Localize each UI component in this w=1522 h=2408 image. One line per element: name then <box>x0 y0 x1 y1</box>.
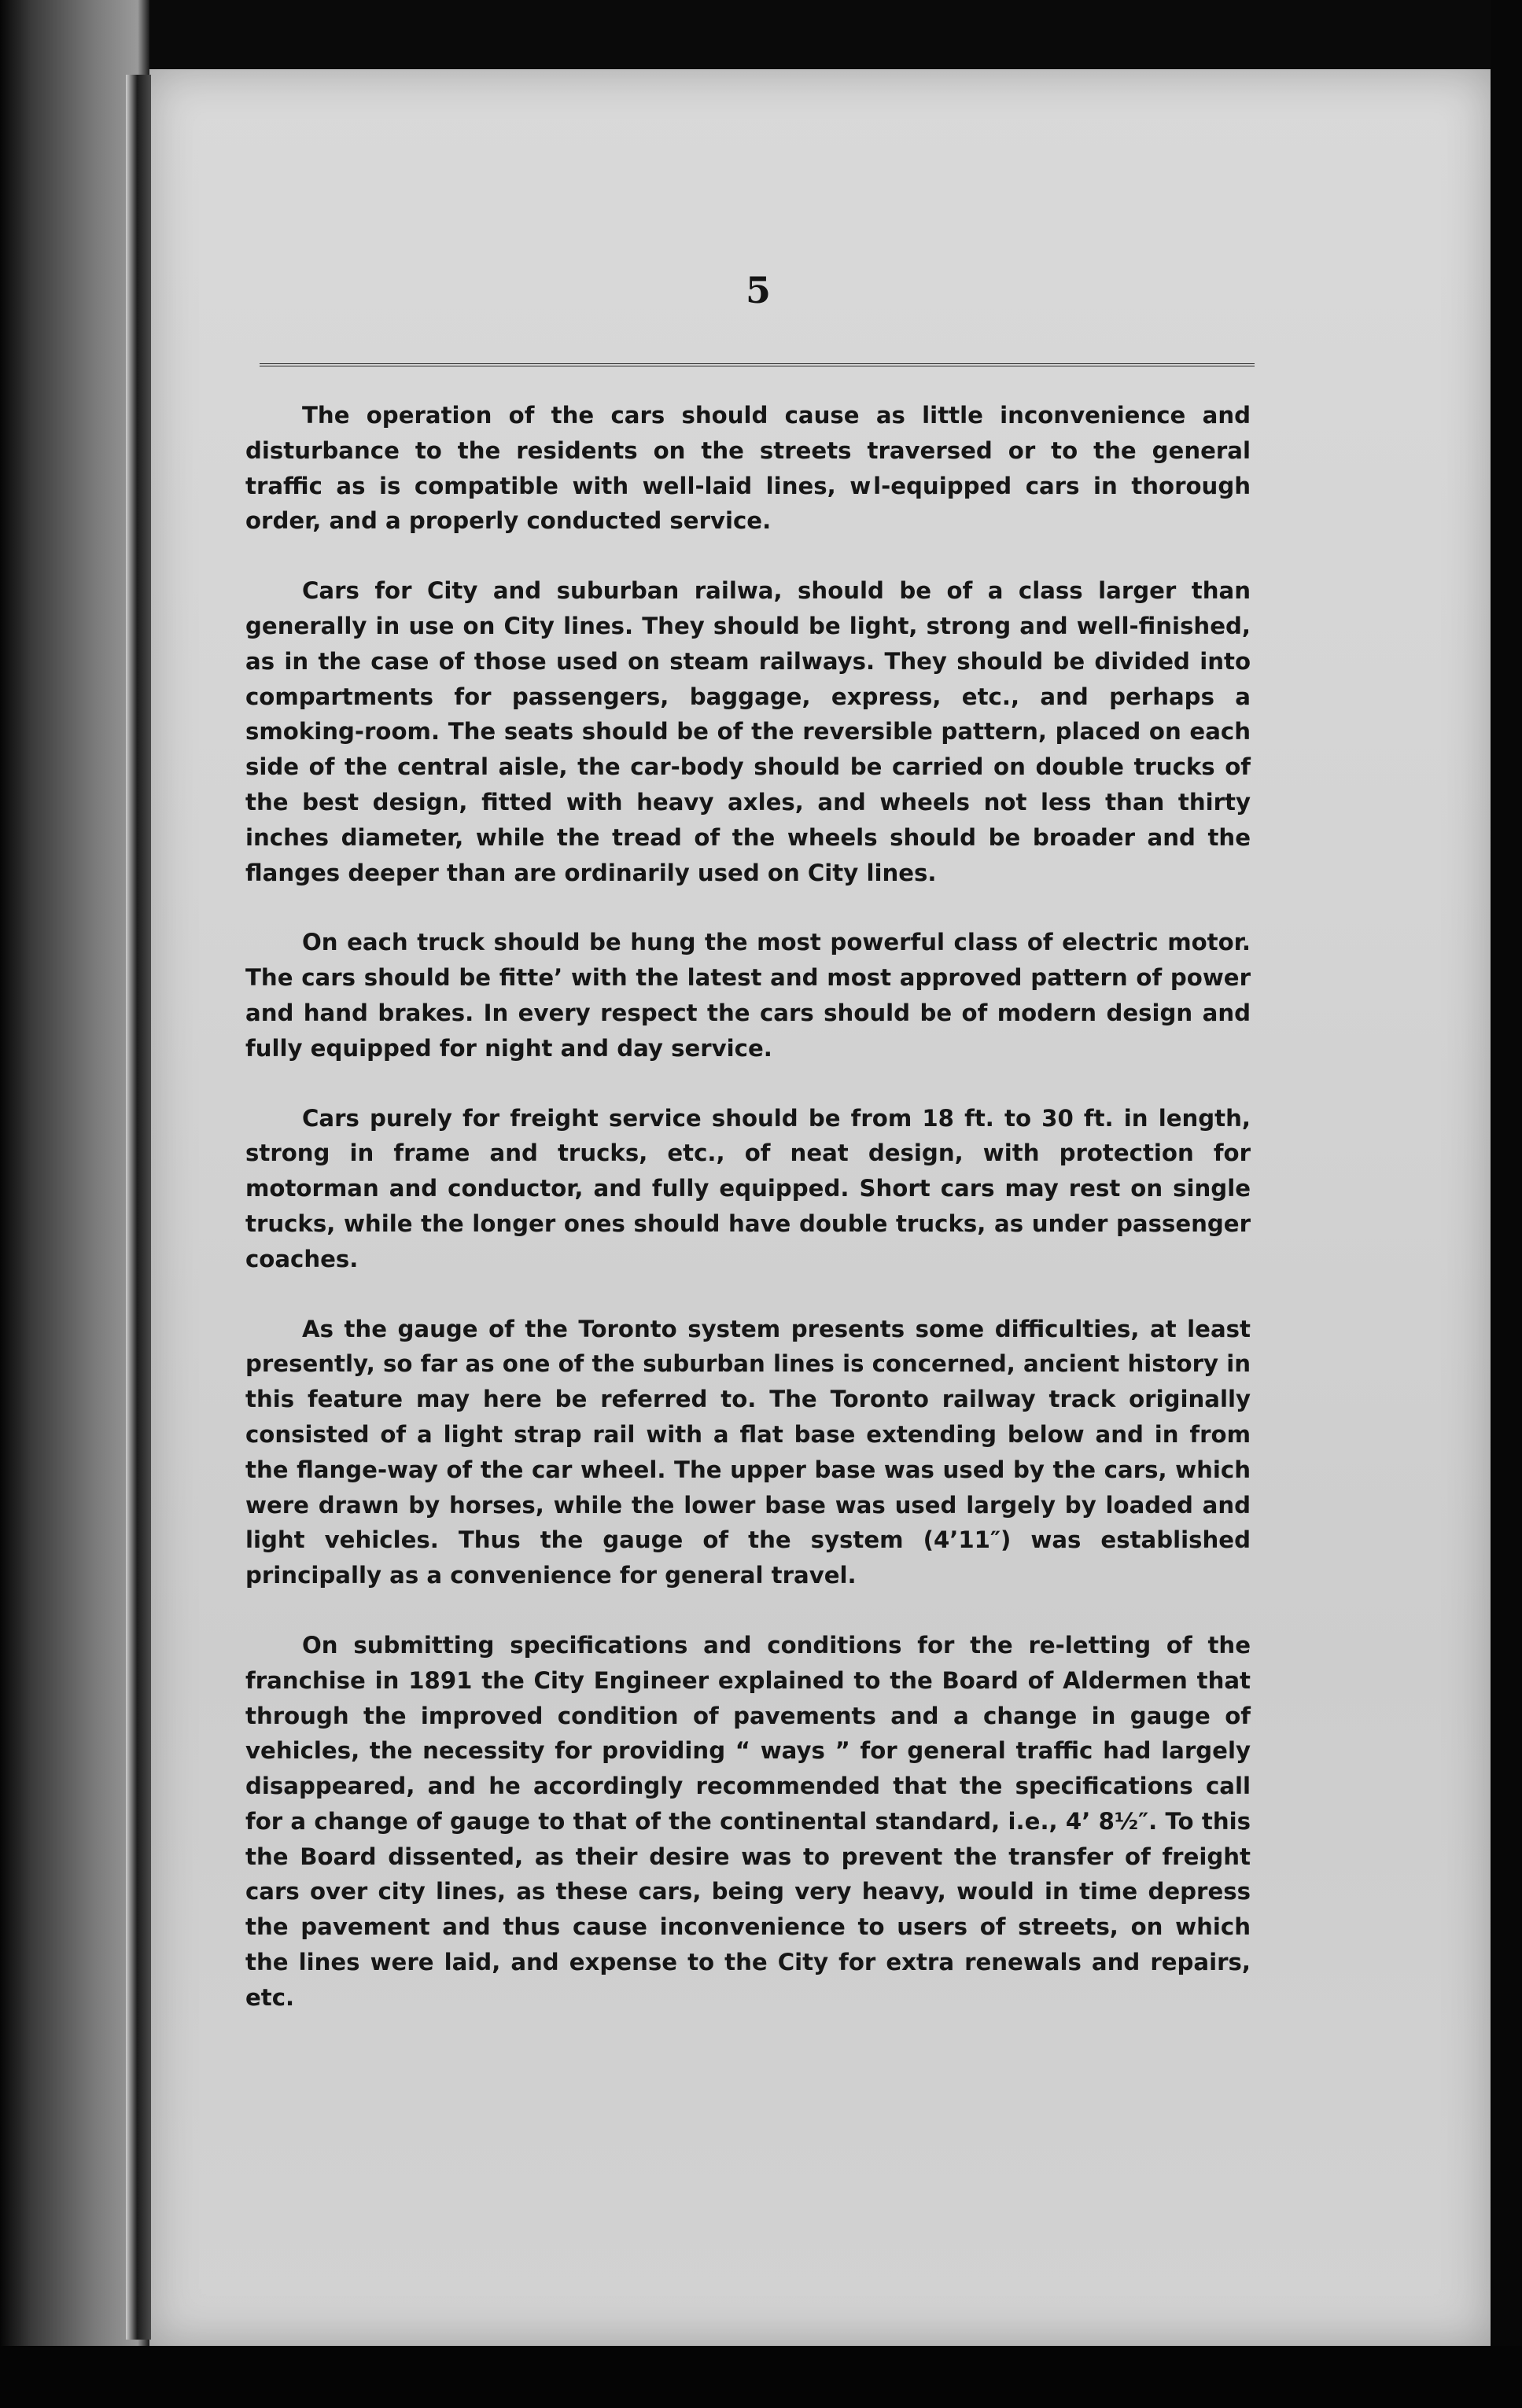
page-number: 5 <box>746 269 772 311</box>
paragraph-motors-and-brakes: On each truck should be hung the most powerful class of electric motor. The cars should be fitte’ with the latest and most approved pattern of power and hand brakes. In every respect the cars should be of modern design and fully equipped for night and day service. <box>245 929 1251 1062</box>
page-binding-edge <box>126 75 151 2340</box>
paragraph-franchise-1891: On submitting specifications and conditions for the re-letting of the franchise in 1891 the City Engineer explained to the Board of Aldermen that through the improved condition of pavements and a change in gauge of vehicles, the necessity for providing “ ways ” for general traffic had largely disappeared, and he accordingly recommended that the specifications call for a change of gauge to that of the continental standard, i.e., 4’ 8½″. To this the Board dissented, as their desire was to prevent the transfer of freight cars over city lines, as these cars, being very heavy, would in time depress the pavement and thus cause inconvenience to users of streets, on which the lines were laid, and expense to the City for extra renewals and repairs, etc. <box>245 1631 1251 2011</box>
paragraph-operation-of-cars: The operation of the cars should cause as little inconvenience and disturbance to the residents on the streets traversed or to the general traffic as is compatible with well-laid lines, w l-equipped cars in thorough order, and a properly conducted service. <box>245 402 1251 535</box>
scan-right-border <box>1491 0 1522 2408</box>
scan-bottom-border <box>0 2346 1522 2408</box>
scan-top-border <box>0 0 1522 69</box>
paragraph-gauge-history: As the gauge of the Toronto system presents some difficulties, at least presently, so far as one of the suburban lines is concerned, ancient history in this feature may here be referred to. The Toronto railway track originally consisted of a light strap rail with a flat base extending below and in from the flange-way of the car wheel. The upper base was used by the cars, which were drawn by horses, while the lower base was used largely by loaded and light vehicles. Thus the gauge of the system (4’11″) was established principally as a convenience for general travel. <box>245 1315 1251 1589</box>
header-rule <box>260 363 1255 366</box>
paragraph-car-design: Cars for City and suburban railwa, should be of a class larger than generally in use on City lines. They should be light, strong and well-finished, as in the case of those used on steam railways. They should be divided into compartments for passengers, baggage, express, etc., and perhaps a smoking-room. The seats should be of the reversible pattern, placed on each side of the central aisle, the car-body should be carried on double trucks of the best design, fitted with heavy axles, and wheels not less than thirty inches diameter, while the tread of the wheels should be broader and the flanges deeper than are ordinarily used on City lines. <box>245 577 1251 886</box>
document-body <box>245 398 1251 2050</box>
paragraph-freight-cars: Cars purely for freight service should be from 18 ft. to 30 ft. in length, strong in frame and trucks, etc., of neat design, with protection for motorman and conductor, and fully equipped. Short cars may rest on single trucks, while the longer ones should have double trucks, as under passenger coaches. <box>245 1104 1251 1272</box>
